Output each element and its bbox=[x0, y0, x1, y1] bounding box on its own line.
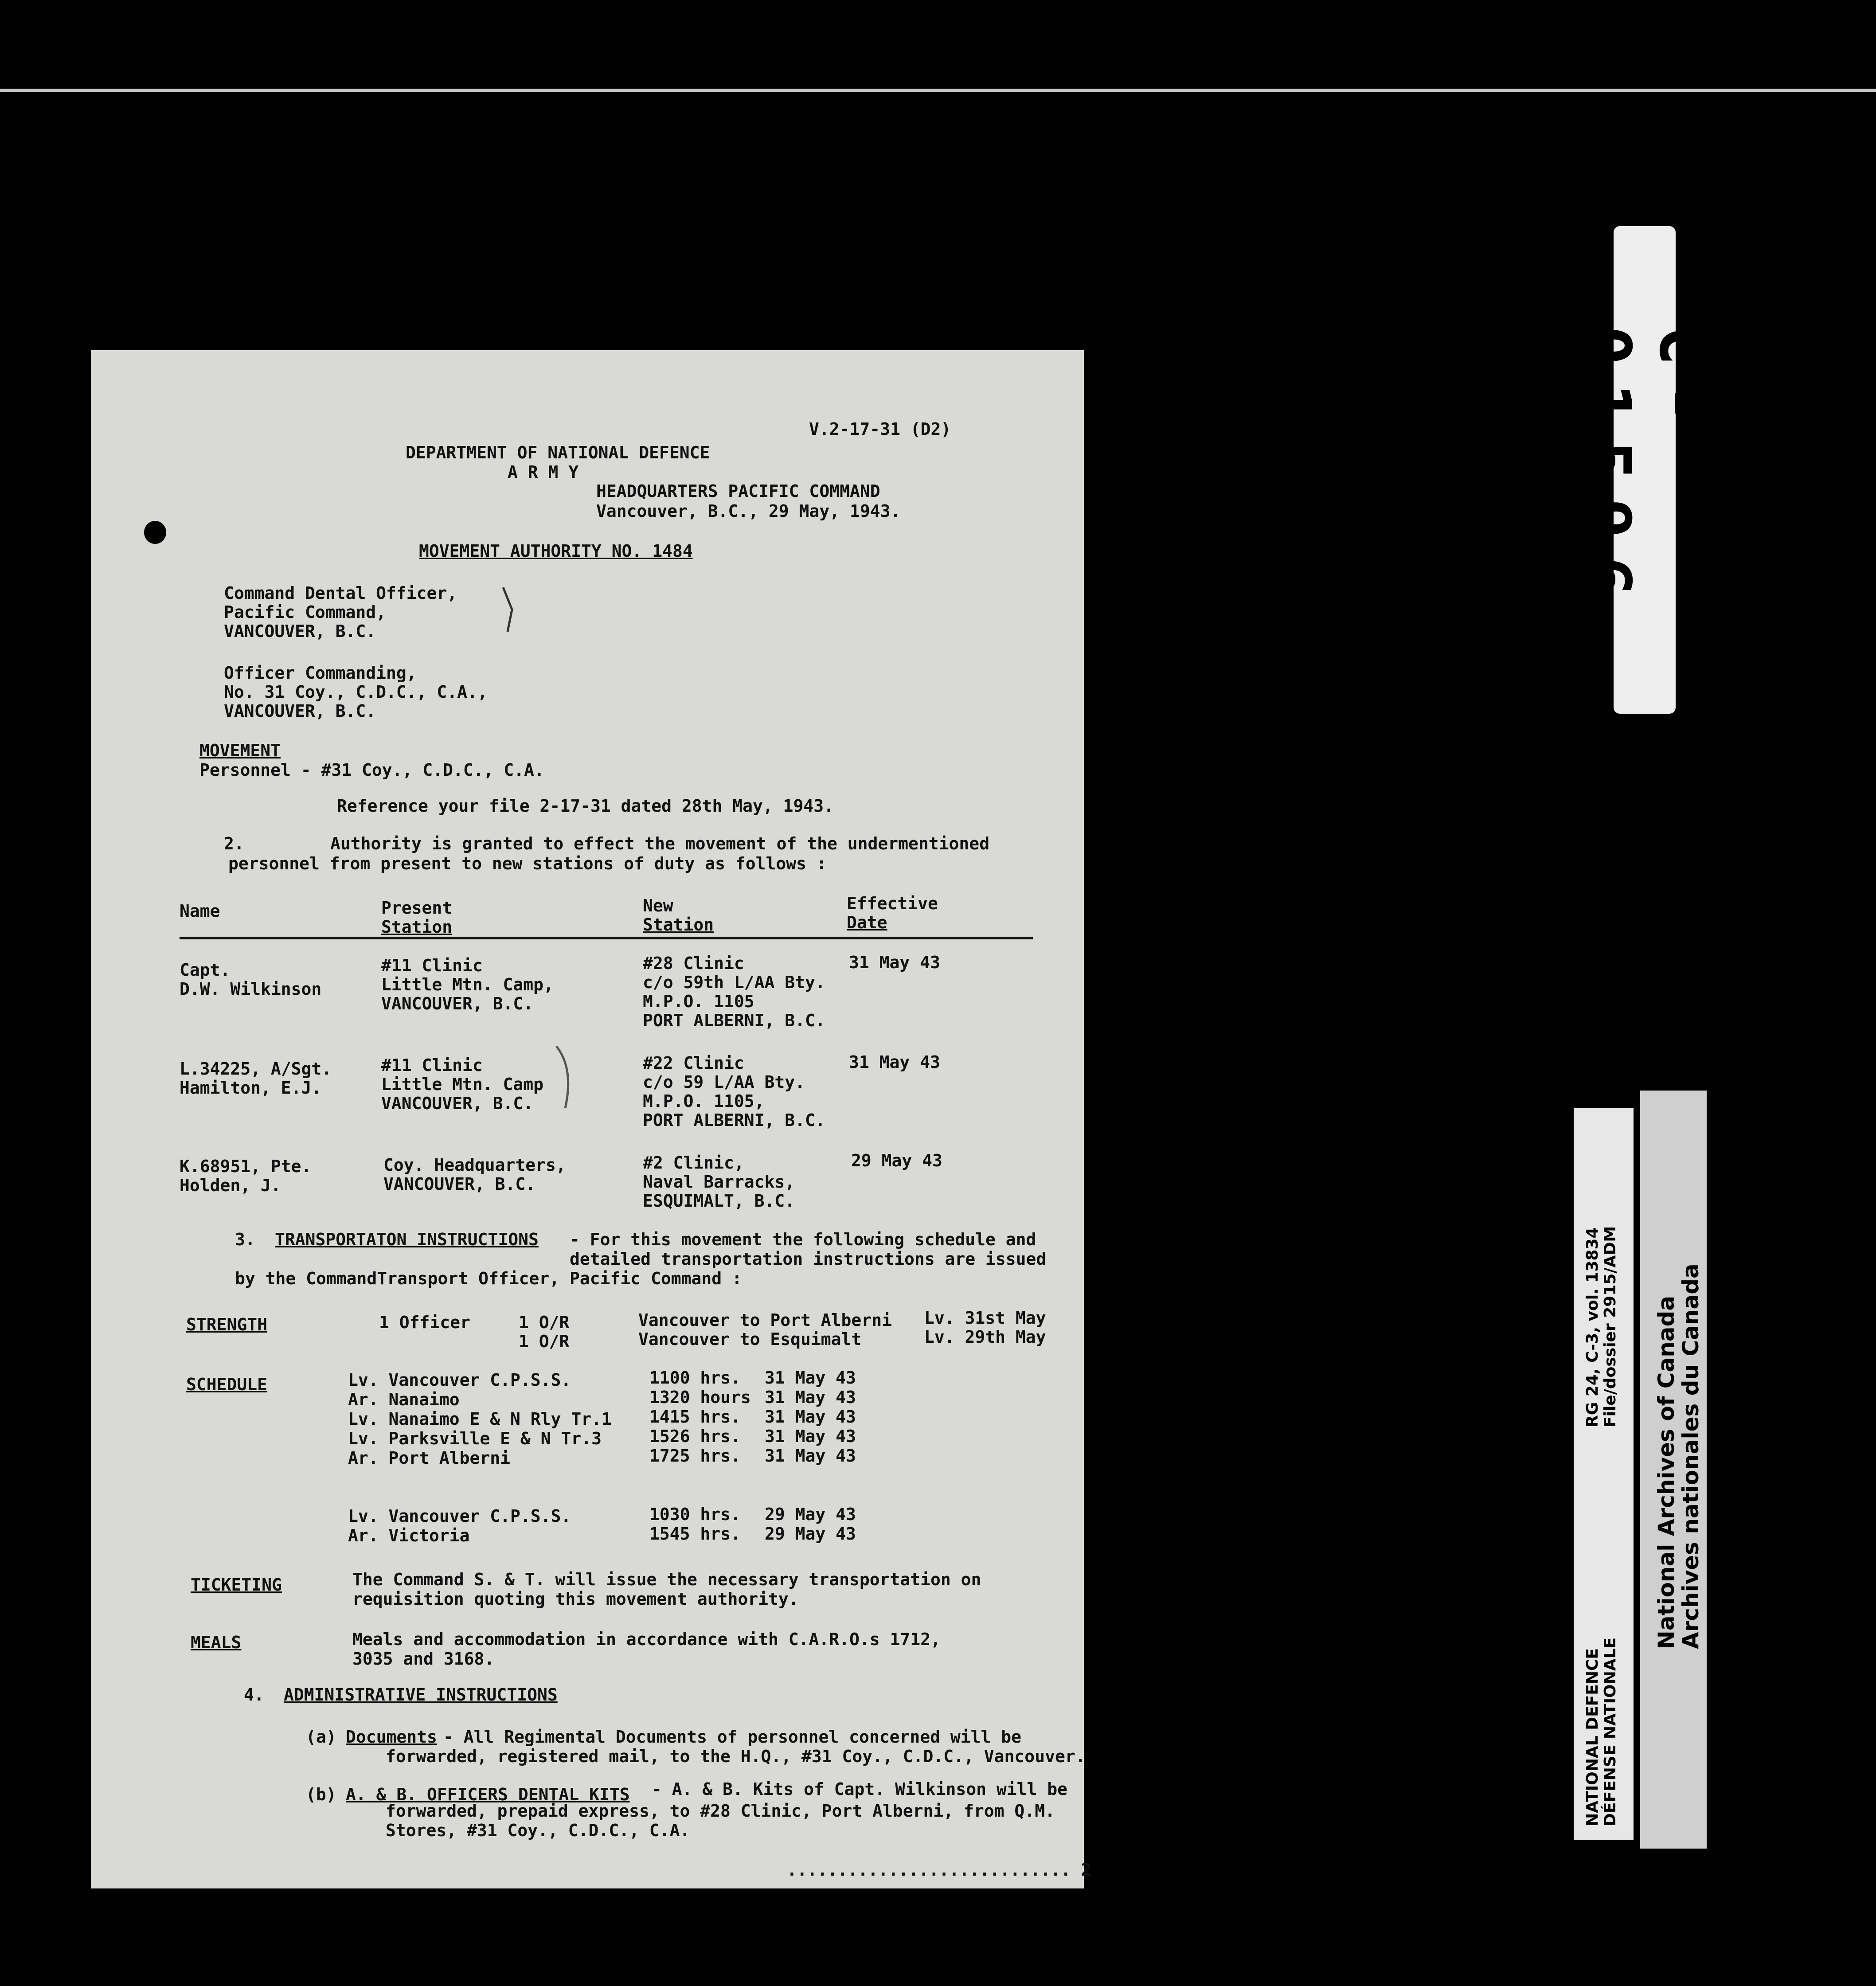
paragraph-text: - For this movement the following schedule and bbox=[570, 1230, 1036, 1249]
pencil-check-mark bbox=[499, 583, 525, 636]
archive-name: National Archives of Canada bbox=[1653, 1295, 1679, 1649]
schedule-time: 1030 hrs. bbox=[649, 1505, 741, 1524]
item-heading: A. & B. OFFICERS DENTAL KITS bbox=[346, 1785, 630, 1804]
schedule-date: 29 May 43 bbox=[765, 1524, 856, 1544]
strength-count: 1 O/R bbox=[519, 1313, 570, 1332]
schedule-stop: Ar. Nanaimo bbox=[348, 1390, 460, 1409]
meals-text: 3035 and 3168. bbox=[352, 1649, 495, 1669]
table-cell: ESQUIMALT, B.C. bbox=[643, 1191, 795, 1211]
schedule-time: 1526 hrs. bbox=[649, 1427, 741, 1446]
paragraph-text: detailed transportation instructions are issued bbox=[570, 1249, 1047, 1269]
table-header-station: Station bbox=[381, 917, 453, 937]
paragraph-text: by the CommandTransport Officer, Pacific Command : bbox=[235, 1269, 742, 1288]
table-cell: #22 Clinic bbox=[643, 1053, 744, 1073]
item-heading: Documents bbox=[346, 1727, 437, 1747]
table-cell: c/o 59 L/AA Bty. bbox=[643, 1072, 805, 1092]
archive-reference-strip bbox=[1574, 1108, 1634, 1840]
paragraph-number: 4. bbox=[244, 1685, 264, 1705]
table-header-present: Present bbox=[381, 898, 453, 918]
subject-heading: MOVEMENT bbox=[199, 741, 281, 760]
item-text: Stores, #31 Coy., C.D.C., C.A. bbox=[386, 1821, 690, 1840]
table-cell: Naval Barracks, bbox=[643, 1172, 795, 1192]
table-cell: VANCOUVER, B.C. bbox=[381, 994, 534, 1013]
section-heading: TRANSPORTATON INSTRUCTIONS bbox=[275, 1230, 539, 1249]
schedule-date: 31 May 43 bbox=[765, 1427, 856, 1446]
archive-dept: NATIONAL DEFENCE bbox=[1583, 1648, 1602, 1826]
item-text: forwarded, prepaid express, to #28 Clinic, Port Alberni, from Q.M. bbox=[386, 1801, 1055, 1821]
ticketing-text: The Command S. & T. will issue the necessary transportation on bbox=[352, 1570, 981, 1589]
continued-marker: ............................ 2 bbox=[787, 1860, 1091, 1880]
frame-id-label bbox=[1567, 226, 1722, 714]
place-date: Vancouver, B.C., 29 May, 1943. bbox=[596, 501, 901, 521]
item-text: - A. & B. Kits of Capt. Wilkinson will be bbox=[652, 1779, 1067, 1799]
film-edge-line bbox=[0, 89, 1876, 92]
schedule-time: 1725 hrs. bbox=[649, 1446, 741, 1466]
table-cell: M.P.O. 1105 bbox=[643, 992, 754, 1011]
item-text: forwarded, registered mail, to the H.Q., #31 Coy., C.D.C., Vancouver. bbox=[386, 1747, 1086, 1766]
department-heading: DEPARTMENT OF NATIONAL DEFENCE bbox=[406, 443, 710, 462]
table-cell: Capt. bbox=[180, 960, 231, 980]
schedule-time: 1415 hrs. bbox=[649, 1407, 741, 1427]
table-cell: VANCOUVER, B.C. bbox=[383, 1174, 536, 1194]
table-header-effective: Effective bbox=[847, 894, 938, 913]
table-cell: M.P.O. 1105, bbox=[643, 1091, 765, 1111]
table-header-rule bbox=[180, 937, 1033, 939]
addressee-line: No. 31 Coy., C.D.C., C.A., bbox=[224, 682, 488, 702]
addressee-line: VANCOUVER, B.C. bbox=[224, 701, 376, 721]
schedule-date: 31 May 43 bbox=[765, 1407, 856, 1427]
schedule-stop: Ar. Victoria bbox=[348, 1526, 470, 1545]
schedule-time: 1320 hours bbox=[649, 1388, 751, 1407]
schedule-date: 31 May 43 bbox=[765, 1388, 856, 1407]
strength-count: 1 O/R bbox=[519, 1332, 570, 1351]
table-cell: #28 Clinic bbox=[643, 954, 744, 973]
schedule-time: 1100 hrs. bbox=[649, 1368, 741, 1388]
strength-leave: Lv. 31st May bbox=[924, 1308, 1046, 1328]
strength-route: Vancouver to Esquimalt bbox=[638, 1329, 862, 1349]
table-cell: #11 Clinic bbox=[381, 956, 483, 975]
schedule-stop: Lv. Parksville E & N Tr.3 bbox=[348, 1429, 602, 1448]
table-cell: Holden, J. bbox=[180, 1176, 281, 1195]
paragraph-text: personnel from present to new stations of duty as follows : bbox=[228, 854, 827, 873]
punch-hole bbox=[144, 521, 166, 544]
table-cell: Hamilton, E.J. bbox=[180, 1078, 322, 1098]
paragraph-number: 2. bbox=[224, 834, 244, 853]
table-header-new: New bbox=[643, 896, 673, 915]
reference-line: Reference your file 2-17-31 dated 28th May, 1943. bbox=[337, 796, 834, 816]
section-heading: ADMINISTRATIVE INSTRUCTIONS bbox=[284, 1685, 558, 1705]
schedule-heading: SCHEDULE bbox=[186, 1375, 268, 1394]
table-cell: VANCOUVER, B.C. bbox=[381, 1094, 534, 1113]
document-title: MOVEMENT AUTHORITY NO. 1484 bbox=[419, 541, 693, 561]
archive-ref: RG 24, C-3, vol. 13834 bbox=[1583, 1227, 1602, 1427]
table-cell: Little Mtn. Camp bbox=[381, 1075, 544, 1094]
archive-ref: File/dossier 2915/ADM bbox=[1601, 1226, 1619, 1427]
addressee-line: Command Dental Officer, bbox=[224, 583, 457, 603]
strength-leave: Lv. 29th May bbox=[924, 1327, 1046, 1347]
frame-id: C-01596 bbox=[1567, 325, 1722, 614]
table-cell: #11 Clinic bbox=[381, 1056, 483, 1075]
schedule-time: 1545 hrs. bbox=[649, 1524, 741, 1544]
file-reference: V.2-17-31 (D2) bbox=[809, 419, 951, 439]
meals-text: Meals and accommodation in accordance with C.A.R.O.s 1712, bbox=[352, 1630, 941, 1649]
archive-name-strip bbox=[1640, 1091, 1707, 1849]
document-page bbox=[91, 350, 1091, 1888]
table-cell: L.34225, A/Sgt. bbox=[180, 1059, 332, 1079]
army-heading: A R M Y bbox=[508, 462, 579, 482]
ticketing-text: requisition quoting this movement authority. bbox=[352, 1589, 799, 1609]
strength-count: 1 Officer bbox=[379, 1313, 470, 1332]
table-cell: K.68951, Pte. bbox=[180, 1157, 312, 1176]
table-cell: PORT ALBERNI, B.C. bbox=[643, 1110, 825, 1130]
table-cell: #2 Clinic, bbox=[643, 1153, 744, 1173]
addressee-line: Officer Commanding, bbox=[224, 663, 417, 683]
meals-heading: MEALS bbox=[191, 1633, 242, 1652]
table-cell: 31 May 43 bbox=[849, 1052, 940, 1072]
table-cell: Little Mtn. Camp, bbox=[381, 975, 554, 994]
table-header-name: Name bbox=[180, 901, 220, 921]
strength-heading: STRENGTH bbox=[186, 1315, 268, 1334]
archive-dept: DÉFENSE NATIONALE bbox=[1601, 1637, 1619, 1826]
table-header-station: Station bbox=[643, 915, 714, 934]
schedule-stop: Lv. Vancouver C.P.S.S. bbox=[348, 1370, 571, 1390]
schedule-date: 31 May 43 bbox=[765, 1446, 856, 1466]
item-label: (a) bbox=[306, 1727, 336, 1747]
addressee-line: Pacific Command, bbox=[224, 602, 387, 622]
table-cell: D.W. Wilkinson bbox=[180, 979, 322, 999]
schedule-date: 29 May 43 bbox=[765, 1505, 856, 1524]
table-cell: c/o 59th L/AA Bty. bbox=[643, 973, 825, 992]
table-header-date: Date bbox=[847, 913, 887, 932]
paragraph-number: 3. bbox=[235, 1230, 255, 1249]
table-cell: Coy. Headquarters, bbox=[383, 1155, 566, 1175]
table-cell: 29 May 43 bbox=[851, 1151, 942, 1170]
subject-line: Personnel - #31 Coy., C.D.C., C.A. bbox=[199, 760, 544, 780]
table-cell: 31 May 43 bbox=[849, 953, 940, 972]
schedule-stop: Lv. Vancouver C.P.S.S. bbox=[348, 1506, 571, 1526]
item-text: - All Regimental Documents of personnel concerned will be bbox=[443, 1727, 1022, 1747]
schedule-date: 31 May 43 bbox=[765, 1368, 856, 1388]
schedule-stop: Lv. Nanaimo E & N Rly Tr.1 bbox=[348, 1409, 612, 1429]
hq-heading: HEADQUARTERS PACIFIC COMMAND bbox=[596, 481, 880, 501]
paragraph-text: Authority is granted to effect the movement of the undermentioned bbox=[330, 834, 990, 853]
strength-route: Vancouver to Port Alberni bbox=[638, 1310, 892, 1330]
schedule-stop: Ar. Port Alberni bbox=[348, 1448, 511, 1468]
addressee-line: VANCOUVER, B.C. bbox=[224, 622, 376, 641]
table-cell: PORT ALBERNI, B.C. bbox=[643, 1011, 825, 1030]
ticketing-heading: TICKETING bbox=[191, 1575, 282, 1595]
item-label: (b) bbox=[306, 1785, 336, 1804]
archive-name: Archives nationales du Canada bbox=[1678, 1263, 1704, 1649]
pencil-bracket-mark bbox=[552, 1042, 578, 1113]
